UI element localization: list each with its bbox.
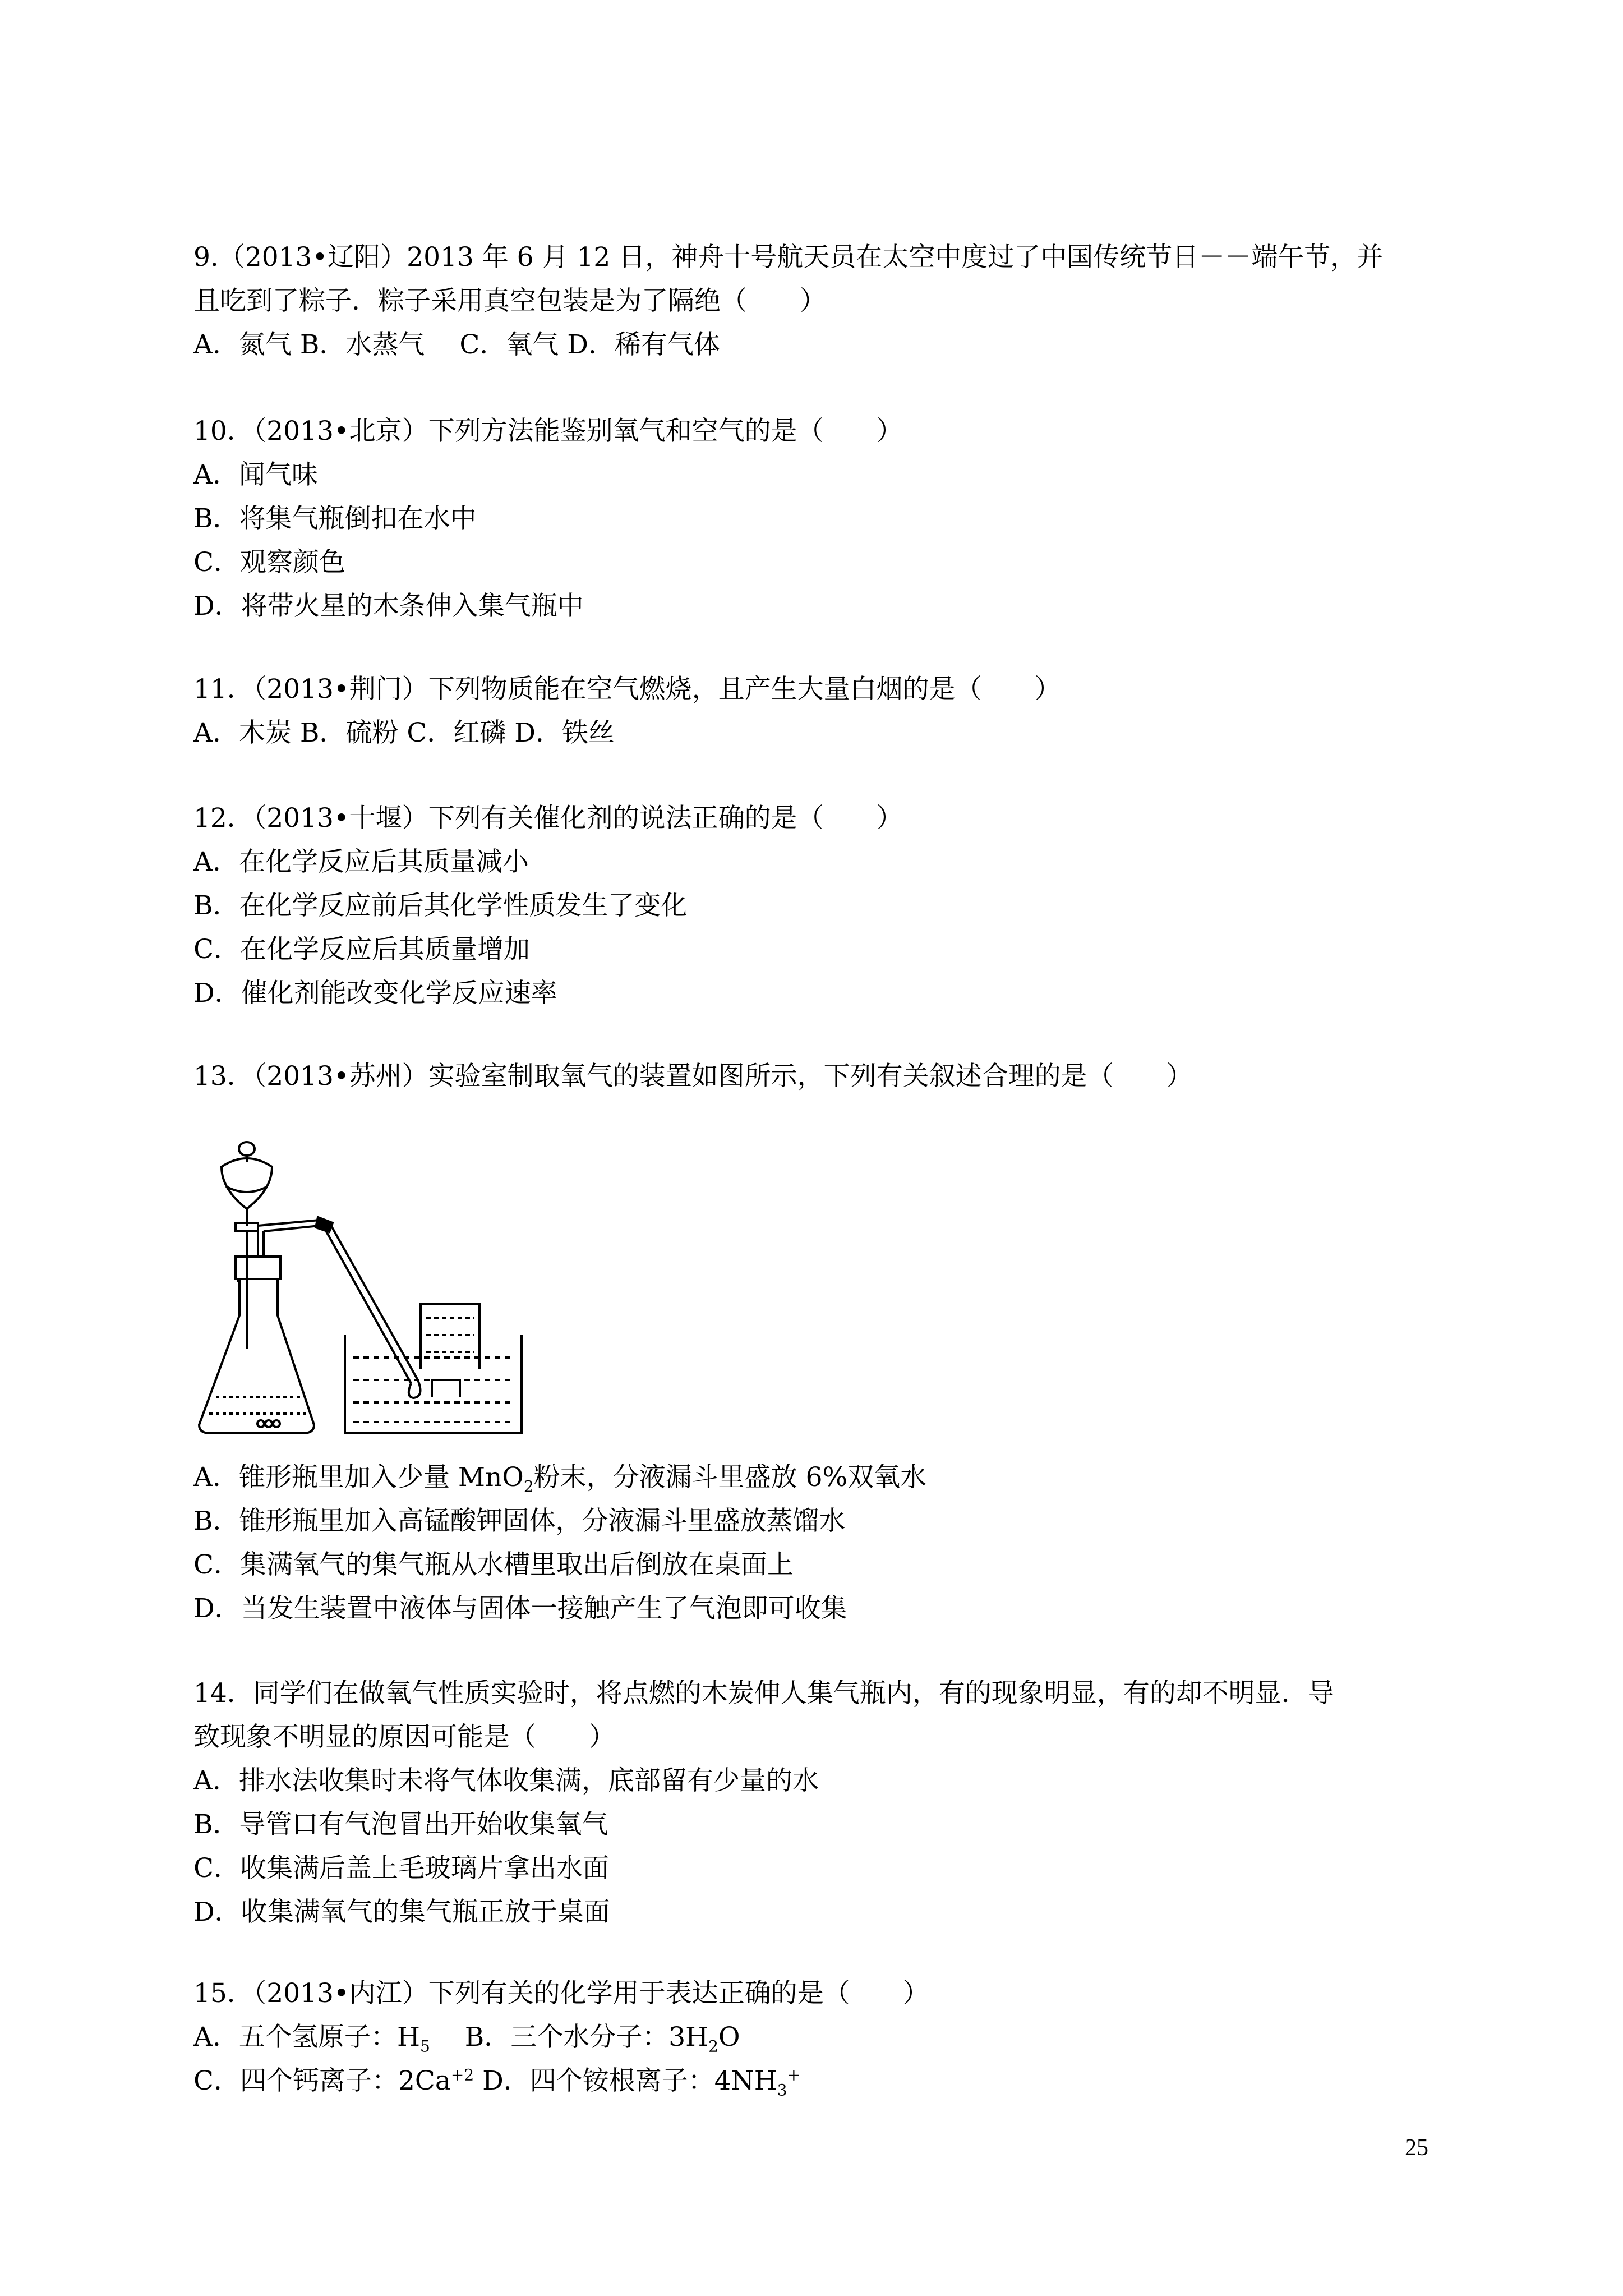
question-9 (193, 236, 1450, 367)
q10-option-d: D．将带火星的木条伸入集气瓶中 (193, 591, 584, 622)
q15-options-cd (193, 2059, 1450, 2103)
q15-d-sup: + (787, 2065, 801, 2085)
q13-option-a (193, 1456, 1450, 1499)
q14-option-b: B．导管口有气泡冒出开始收集氧气 (193, 1809, 608, 1840)
question-11 (193, 668, 1450, 755)
q12-option-d: D．催化剂能改变化学反应速率 (193, 978, 557, 1009)
question-13-options (193, 1456, 1450, 1631)
q15-d-sub: 3 (777, 2081, 787, 2100)
q15-stem: 15．（2013•内江）下列有关的化学用于表达正确的是（ ） (193, 1978, 929, 2009)
page-number: 25 (1405, 2135, 1428, 2161)
q13-option-a-sub: 2 (523, 1477, 534, 1496)
q10-option-a: A．闻气味 (193, 459, 318, 490)
question-13-stem (193, 1055, 1450, 1098)
q10-option-c: C．观察颜色 (193, 547, 345, 578)
q12-option-c: C．在化学反应后其质量增加 (193, 934, 530, 965)
q12-stem: 12．（2013•十堰）下列有关催化剂的说法正确的是（ ） (193, 803, 903, 834)
q10-option-b: B．将集气瓶倒扣在水中 (193, 503, 477, 534)
q11-stem: 11．（2013•荆门）下列物质能在空气燃烧，且产生大量白烟的是（ ） (193, 674, 1061, 705)
q15-a-pre: A．五个氢原子：H (193, 2022, 420, 2053)
q15-c-pre: C．四个钙离子：2Ca (193, 2065, 451, 2096)
q12-option-b: B．在化学反应前后其化学性质发生了变化 (193, 890, 688, 921)
question-10 (193, 409, 1450, 628)
q13-option-a-post: 粉末，分液漏斗里盛放 6%双氧水 (533, 1462, 927, 1493)
q15-options-ab (193, 2016, 1450, 2059)
q14-stem-line-1: 14．同学们在做氧气性质实验时，将点燃的木炭伸人集气瓶内，有的现象明显，有的却不明显．导 (193, 1678, 1334, 1709)
q15-a-sub: 5 (419, 2037, 430, 2056)
q14-option-c: C．收集满后盖上毛玻璃片拿出水面 (193, 1853, 609, 1884)
q13-option-a-pre: A．锥形瓶里加入少量 MnO (193, 1462, 524, 1493)
q12-option-a: A．在化学反应后其质量减小 (193, 846, 529, 877)
q9-stem-line-1: 9.（2013•辽阳）2013 年 6 月 12 日，神舟十号航天员在太空中度过了中国传统节日－－端午节，并 (193, 242, 1384, 273)
q15-d-pre: D．四个铵根离子：4NH (474, 2065, 777, 2096)
q13-option-c: C．集满氧气的集气瓶从水槽里取出后倒放在桌面上 (193, 1549, 794, 1580)
q11-options: A．木炭 B．硫粉 C．红磷 D．铁丝 (193, 717, 615, 748)
q15-b-pre: B．三个水分子：3H (430, 2022, 709, 2053)
oxygen-apparatus-figure (193, 1133, 552, 1447)
question-12 (193, 797, 1450, 1015)
q13-option-b: B．锥形瓶里加入高锰酸钾固体，分液漏斗里盛放蒸馏水 (193, 1506, 846, 1536)
q15-b-post: O (718, 2022, 740, 2053)
question-14 (193, 1672, 1450, 1934)
q13-option-d: D．当发生装置中液体与固体一接触产生了气泡即可收集 (193, 1593, 847, 1624)
question-15 (193, 1972, 1450, 2103)
q9-stem-line-2: 且吃到了粽子．粽子采用真空包装是为了隔绝（ ） (193, 286, 826, 316)
q9-options: A．氮气 B．水蒸气 C．氧气 D．稀有气体 (193, 329, 720, 360)
q14-option-d: D．收集满氧气的集气瓶正放于桌面 (193, 1897, 610, 1927)
q15-b-sub: 2 (708, 2037, 718, 2056)
q15-c-sup: +2 (450, 2065, 474, 2085)
q14-option-a: A．排水法收集时未将气体收集满，底部留有少量的水 (193, 1765, 819, 1796)
q13-stem: 13．（2013•苏州）实验室制取氧气的装置如图所示，下列有关叙述合理的是（ ） (193, 1061, 1193, 1092)
q14-stem-line-2: 致现象不明显的原因可能是（ ） (193, 1722, 615, 1752)
q10-stem: 10．（2013•北京）下列方法能鉴别氧气和空气的是（ ） (193, 416, 903, 447)
